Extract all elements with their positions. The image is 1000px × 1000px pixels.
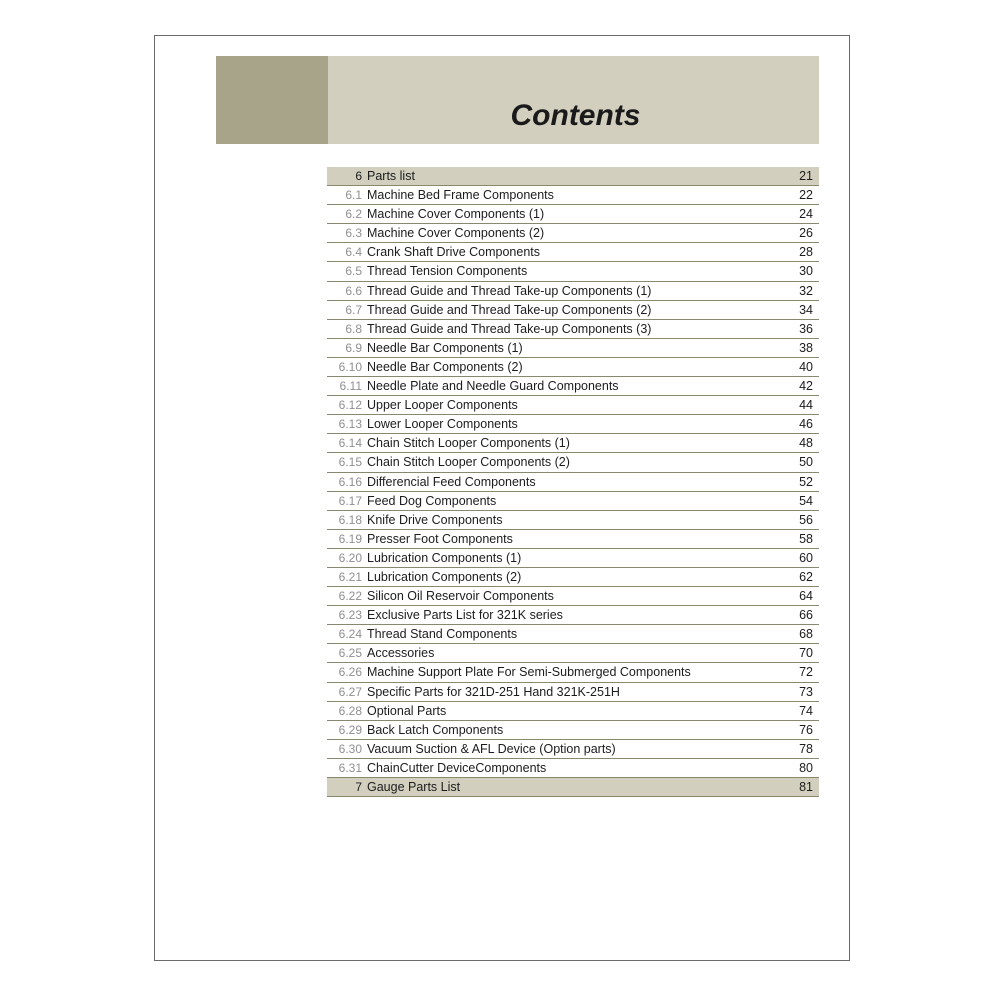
toc-entry-number: 6.29 <box>338 722 362 737</box>
toc-entry-label: Crank Shaft Drive Components <box>367 245 540 260</box>
toc-entry-row[interactable] <box>327 301 819 320</box>
toc-entry-row[interactable] <box>327 453 819 472</box>
table-of-contents <box>327 167 819 797</box>
toc-entry-label: Parts list <box>367 169 415 183</box>
toc-entry-page: 42 <box>799 379 813 394</box>
toc-entry-number: 7 <box>355 780 362 794</box>
toc-entry-number: 6.1 <box>345 188 362 203</box>
toc-entry-number: 6.22 <box>338 589 362 604</box>
header-accent-block <box>216 56 328 144</box>
toc-entry-page: 64 <box>799 589 813 604</box>
toc-entry-row[interactable] <box>327 568 819 587</box>
toc-entry-page: 46 <box>799 417 813 432</box>
toc-entry-row[interactable] <box>327 740 819 759</box>
toc-entry-label: Optional Parts <box>367 703 447 718</box>
toc-entry-page: 38 <box>799 340 813 355</box>
toc-entry-number: 6.7 <box>345 302 362 317</box>
toc-entry-label: Needle Plate and Needle Guard Components <box>367 379 619 394</box>
toc-entry-label: Machine Bed Frame Components <box>367 188 554 203</box>
toc-entry-number: 6.24 <box>338 627 362 642</box>
toc-entry-number: 6 <box>355 169 362 183</box>
toc-entry-page: 34 <box>799 302 813 317</box>
toc-entry-row[interactable] <box>327 549 819 568</box>
toc-entry-number: 6.16 <box>338 474 362 489</box>
toc-entry-label: Differencial Feed Components <box>367 474 536 489</box>
toc-entry-row[interactable] <box>327 320 819 339</box>
toc-entry-label: Specific Parts for 321D-251 Hand 321K-251H <box>367 684 620 699</box>
toc-entry-label: Machine Cover Components (2) <box>367 226 545 241</box>
toc-entry-row[interactable] <box>327 644 819 663</box>
toc-entry-page: 30 <box>799 264 813 279</box>
toc-entry-label: Chain Stitch Looper Components (1) <box>367 436 570 451</box>
toc-entry-number: 6.5 <box>345 264 362 279</box>
toc-entry-row[interactable] <box>327 282 819 301</box>
toc-entry-number: 6.11 <box>339 379 362 394</box>
toc-entry-page: 26 <box>799 226 813 241</box>
toc-entry-number: 6.19 <box>338 531 362 546</box>
toc-entry-row[interactable] <box>327 434 819 453</box>
toc-entry-label: Lubrication Components (1) <box>367 550 522 565</box>
toc-chapter-row[interactable] <box>327 778 819 797</box>
toc-entry-row[interactable] <box>327 243 819 262</box>
toc-entry-page: 21 <box>799 169 813 183</box>
toc-entry-number: 6.15 <box>338 455 362 470</box>
toc-entry-label: Vacuum Suction & AFL Device (Option parts) <box>367 741 616 756</box>
toc-entry-number: 6.26 <box>338 665 362 680</box>
toc-entry-number: 6.28 <box>338 703 362 718</box>
toc-entry-label: Chain Stitch Looper Components (2) <box>367 455 570 470</box>
toc-entry-number: 6.25 <box>338 646 362 661</box>
toc-entry-number: 6.2 <box>345 207 362 222</box>
toc-entry-row[interactable] <box>327 224 819 243</box>
toc-entry-row[interactable] <box>327 606 819 625</box>
toc-entry-label: Thread Stand Components <box>367 627 518 642</box>
toc-entry-label: Machine Support Plate For Semi-Submerged Components <box>367 665 691 680</box>
toc-entry-page: 44 <box>799 398 813 413</box>
toc-entry-page: 76 <box>799 722 813 737</box>
toc-entry-row[interactable] <box>327 415 819 434</box>
toc-entry-row[interactable] <box>327 339 819 358</box>
toc-entry-row[interactable] <box>327 511 819 530</box>
toc-entry-row[interactable] <box>327 587 819 606</box>
toc-entry-label: Thread Guide and Thread Take-up Components (1) <box>367 283 652 298</box>
toc-entry-label: Silicon Oil Reservoir Components <box>367 589 554 604</box>
toc-entry-page: 81 <box>799 780 813 794</box>
toc-entry-page: 72 <box>799 665 813 680</box>
toc-entry-page: 50 <box>799 455 813 470</box>
toc-entry-number: 6.10 <box>338 359 362 374</box>
toc-entry-number: 6.20 <box>338 550 362 565</box>
toc-entry-page: 66 <box>799 608 813 623</box>
toc-entry-label: Thread Guide and Thread Take-up Components (3) <box>367 321 652 336</box>
toc-entry-row[interactable] <box>327 205 819 224</box>
toc-entry-number: 6.12 <box>338 398 362 413</box>
toc-entry-row[interactable] <box>327 492 819 511</box>
toc-entry-row[interactable] <box>327 663 819 682</box>
toc-entry-number: 6.13 <box>338 417 362 432</box>
toc-entry-number: 6.14 <box>338 436 362 451</box>
toc-entry-page: 28 <box>799 245 813 260</box>
toc-entry-label: Upper Looper Components <box>367 398 518 413</box>
toc-entry-page: 54 <box>799 493 813 508</box>
toc-entry-page: 52 <box>799 474 813 489</box>
toc-entry-number: 6.6 <box>345 283 362 298</box>
toc-entry-label: Machine Cover Components (1) <box>367 207 545 222</box>
toc-entry-label: Lubrication Components (2) <box>367 569 522 584</box>
toc-entry-page: 78 <box>799 741 813 756</box>
toc-entry-row[interactable] <box>327 186 819 205</box>
toc-entry-page: 32 <box>799 283 813 298</box>
toc-entry-number: 6.30 <box>338 741 362 756</box>
toc-entry-number: 6.31 <box>338 760 362 775</box>
toc-entry-label: Accessories <box>367 646 435 661</box>
toc-entry-number: 6.27 <box>338 684 362 699</box>
toc-entry-page: 68 <box>799 627 813 642</box>
toc-entry-label: ChainCutter DeviceComponents <box>367 760 547 775</box>
toc-entry-label: Needle Bar Components (2) <box>367 359 523 374</box>
page-title: Contents <box>510 99 641 132</box>
toc-entry-label: Thread Tension Components <box>367 264 528 279</box>
toc-entry-label: Gauge Parts List <box>367 780 461 794</box>
toc-entry-label: Lower Looper Components <box>367 417 518 432</box>
toc-entry-page: 70 <box>799 646 813 661</box>
toc-entry-label: Knife Drive Components <box>367 512 503 527</box>
toc-entry-page: 36 <box>799 321 813 336</box>
toc-entry-label: Thread Guide and Thread Take-up Components (2) <box>367 302 652 317</box>
toc-entry-page: 80 <box>799 760 813 775</box>
toc-entry-row[interactable] <box>327 759 819 778</box>
toc-entry-row[interactable] <box>327 473 819 492</box>
toc-entry-row[interactable] <box>327 702 819 721</box>
toc-entry-page: 62 <box>799 569 813 584</box>
toc-entry-row[interactable] <box>327 396 819 415</box>
toc-entry-number: 6.21 <box>338 569 362 584</box>
toc-chapter-row[interactable] <box>327 167 819 186</box>
toc-entry-page: 48 <box>799 436 813 451</box>
toc-entry-number: 6.18 <box>338 512 362 527</box>
toc-entry-number: 6.9 <box>345 340 362 355</box>
toc-entry-page: 56 <box>799 512 813 527</box>
toc-entry-number: 6.23 <box>338 608 362 623</box>
toc-entry-number: 6.8 <box>345 321 362 336</box>
toc-entry-row[interactable] <box>327 721 819 740</box>
toc-entry-row[interactable] <box>327 262 819 281</box>
toc-entry-page: 24 <box>799 207 813 222</box>
toc-entry-page: 22 <box>799 188 813 203</box>
toc-entry-page: 74 <box>799 703 813 718</box>
toc-entry-page: 58 <box>799 531 813 546</box>
toc-entry-page: 60 <box>799 550 813 565</box>
toc-entry-row[interactable] <box>327 358 819 377</box>
toc-entry-label: Feed Dog Components <box>367 493 497 508</box>
toc-entry-label: Presser Foot Components <box>367 531 513 546</box>
toc-entry-row[interactable] <box>327 530 819 549</box>
toc-entry-page: 40 <box>799 359 813 374</box>
toc-entry-number: 6.3 <box>345 226 362 241</box>
toc-entry-label: Back Latch Components <box>367 722 504 737</box>
toc-entry-number: 6.17 <box>338 493 362 508</box>
toc-entry-row[interactable] <box>327 625 819 644</box>
toc-entry-page: 73 <box>799 684 813 699</box>
toc-entry-label: Needle Bar Components (1) <box>367 340 523 355</box>
toc-entry-row[interactable] <box>327 377 819 396</box>
toc-entry-row[interactable] <box>327 683 819 702</box>
toc-entry-number: 6.4 <box>345 245 362 260</box>
toc-entry-label: Exclusive Parts List for 321K series <box>367 608 563 623</box>
